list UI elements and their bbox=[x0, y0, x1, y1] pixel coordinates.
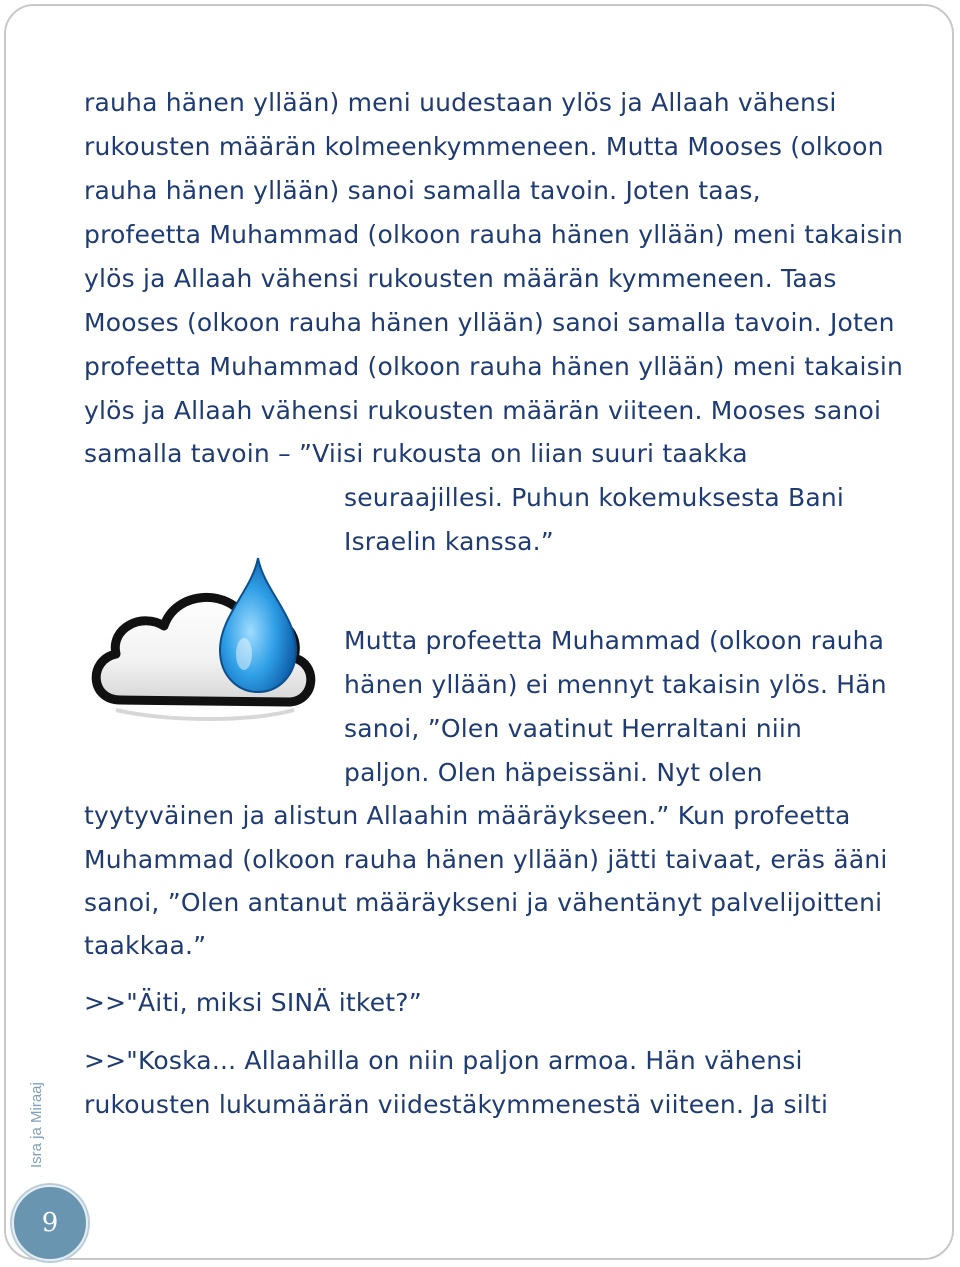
paragraph-line: sanoi, ”Olen vaatinut Herraltani niin bbox=[344, 714, 803, 743]
paragraph-line: Muhammad (olkoon rauha hänen yllään) jätti taivaat, eräs ääni bbox=[84, 845, 888, 874]
paragraph-line: samalla tavoin – ”Viisi rukousta on liian suuri taakka bbox=[84, 439, 748, 468]
paragraph-line: Mooses (olkoon rauha hänen yllään) sanoi samalla tavoin. Joten bbox=[84, 308, 895, 337]
side-label: Isra ja Miraaj bbox=[28, 1082, 45, 1168]
paragraph-line: hänen yllään) ei mennyt takaisin ylös. Hän bbox=[344, 670, 887, 699]
paragraph-line: paljon. Olen häpeissäni. Nyt olen bbox=[344, 758, 763, 787]
paragraph-line: tyytyväinen ja alistun Allaahin määräykseen.” Kun profeetta bbox=[84, 801, 851, 830]
paragraph-line: taakkaa.” bbox=[84, 931, 207, 960]
paragraph-line: ylös ja Allaah vähensi rukousten määrän viiteen. Mooses sanoi bbox=[84, 396, 882, 425]
cloud-with-raindrop-icon bbox=[80, 550, 330, 754]
dialogue-line: rukousten lukumäärän viidestäkymmenestä viiteen. Ja silti bbox=[84, 1090, 829, 1119]
page-number: 9 bbox=[41, 1208, 59, 1238]
dialogue-line: >>"Koska... Allaahilla on niin paljon armoa. Hän vähensi bbox=[84, 1046, 803, 1075]
paragraph-line: ylös ja Allaah vähensi rukousten määrän kymmeneen. Taas bbox=[84, 264, 837, 293]
paragraph-line: rauha hänen yllään) meni uudestaan ylös ja Allaah vähensi bbox=[84, 88, 837, 117]
paragraph-line: profeetta Muhammad (olkoon rauha hänen yllään) meni takaisin bbox=[84, 220, 904, 249]
paragraph-line: Israelin kanssa.” bbox=[344, 527, 554, 556]
paragraph-line: Mutta profeetta Muhammad (olkoon rauha bbox=[344, 626, 885, 655]
paragraph-line: seuraajillesi. Puhun kokemuksesta Bani bbox=[344, 483, 845, 512]
paragraph-line: sanoi, ”Olen antanut määräykseni ja vähentänyt palvelijoitteni bbox=[84, 888, 883, 917]
page-number-badge bbox=[12, 1185, 88, 1261]
raindrop-icon bbox=[220, 558, 296, 692]
dialogue-line: >>"Äiti, miksi SINÄ itket?” bbox=[84, 988, 422, 1017]
paragraph-line: rukousten määrän kolmeenkymmeneen. Mutta Mooses (olkoon bbox=[84, 132, 884, 161]
paragraph-line: profeetta Muhammad (olkoon rauha hänen yllään) meni takaisin bbox=[84, 352, 904, 381]
paragraph-line: rauha hänen yllään) sanoi samalla tavoin. Joten taas, bbox=[84, 176, 761, 205]
